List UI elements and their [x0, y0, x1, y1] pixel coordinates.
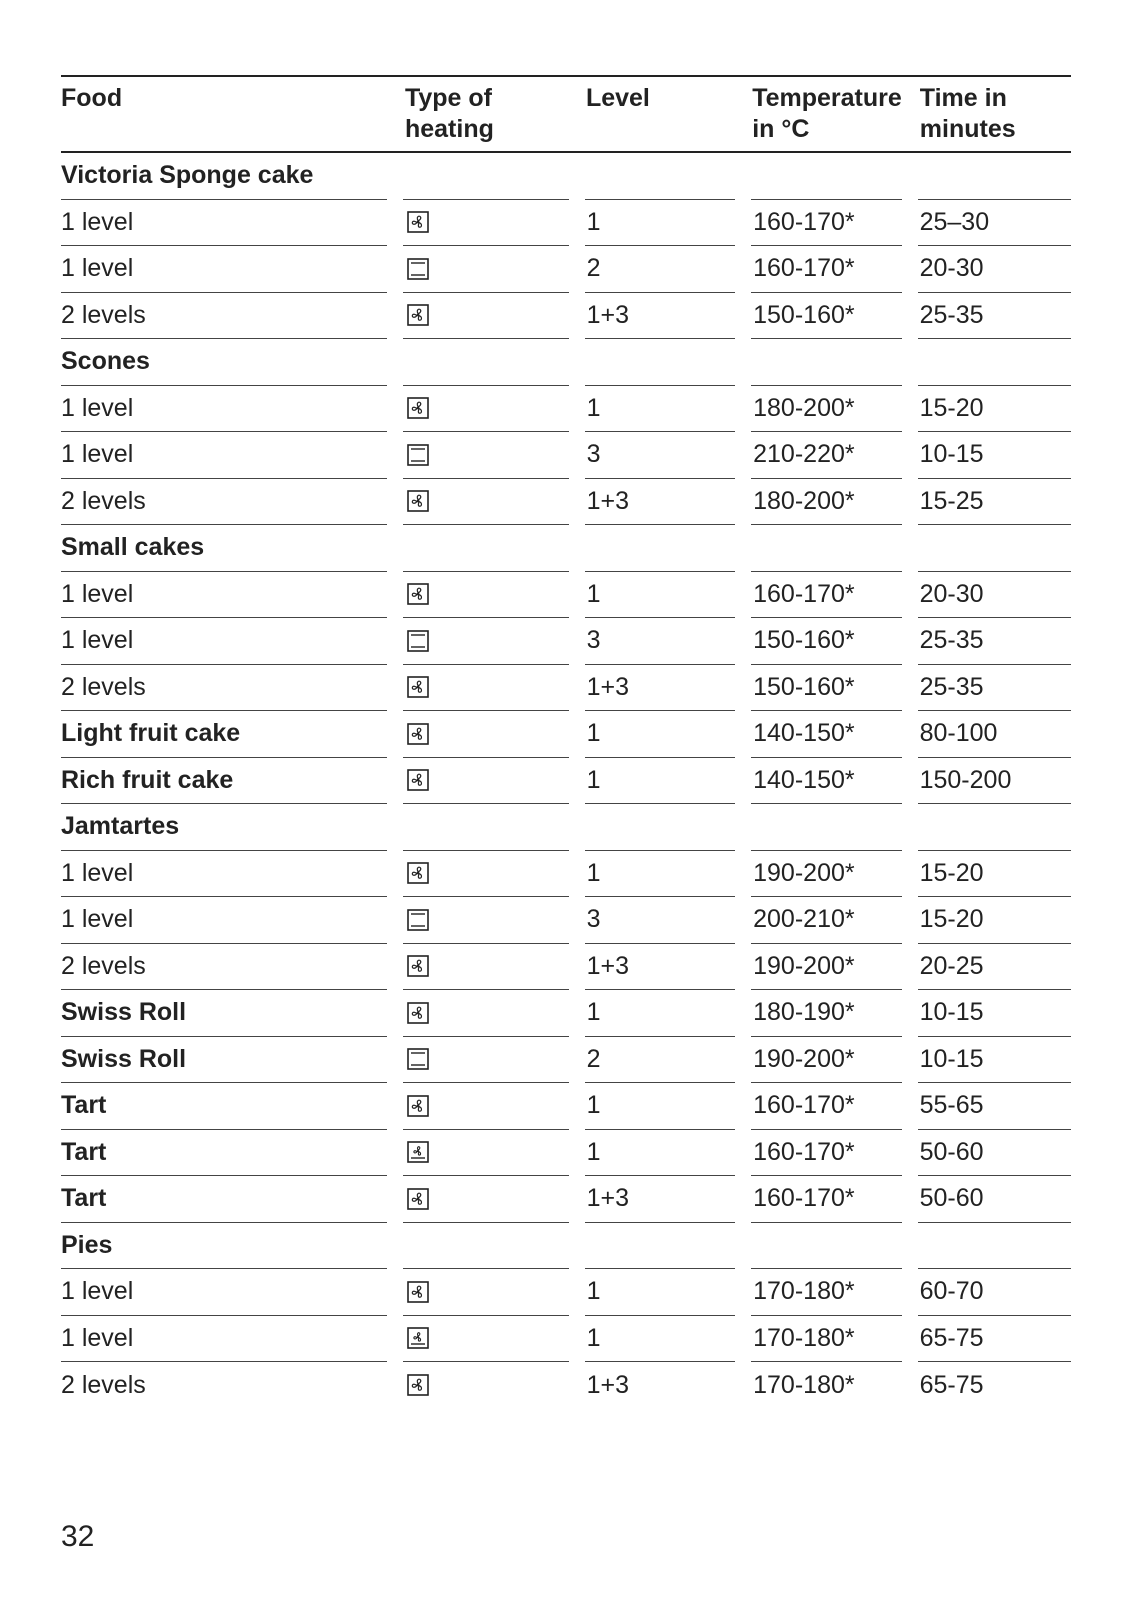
level-cell: 1 — [585, 1316, 735, 1363]
empty-cell — [918, 804, 1071, 851]
table-row — [61, 851, 1071, 898]
level-cell: 2 — [585, 246, 735, 293]
hot-air-icon — [407, 211, 429, 233]
empty-cell — [918, 153, 1071, 200]
time-cell: 15-20 — [918, 386, 1071, 433]
level-cell: 1 — [585, 1083, 735, 1130]
header-time-line1: Time in — [919, 84, 1007, 112]
baking-table — [61, 75, 1071, 1409]
temperature-cell: 150-160* — [751, 618, 901, 665]
empty-cell — [585, 525, 735, 572]
time-cell: 150-200 — [918, 758, 1071, 805]
top-bottom-heat-icon — [407, 630, 429, 652]
time-cell: 10-15 — [918, 432, 1071, 479]
heating-cell — [403, 711, 568, 758]
empty-cell — [751, 339, 901, 386]
table-row — [61, 1083, 1071, 1130]
table-header — [61, 77, 1071, 153]
temperature-cell: 160-170* — [751, 1176, 901, 1223]
top-bottom-heat-icon — [407, 444, 429, 466]
temperature-cell: 150-160* — [751, 293, 901, 340]
temperature-cell: 160-170* — [751, 200, 901, 247]
section-row — [61, 153, 1071, 200]
empty-cell — [403, 525, 568, 572]
temperature-cell: 140-150* — [751, 758, 901, 805]
hot-air-icon — [407, 1002, 429, 1024]
level-cell: 1+3 — [585, 1176, 735, 1223]
heating-cell — [403, 432, 568, 479]
heating-cell — [403, 1130, 568, 1177]
header-food: Food — [61, 84, 123, 112]
time-cell: 20-25 — [918, 944, 1071, 991]
hot-air-icon — [407, 1281, 429, 1303]
level-cell: 3 — [585, 618, 735, 665]
section-title: Scones — [61, 339, 387, 386]
table-row — [61, 1037, 1071, 1084]
heating-cell — [403, 1269, 568, 1316]
level-cell: 3 — [585, 432, 735, 479]
temperature-cell: 170-180* — [751, 1316, 901, 1363]
food-cell: Light fruit cake — [61, 711, 387, 758]
empty-cell — [918, 525, 1071, 572]
temperature-cell: 170-180* — [751, 1269, 901, 1316]
empty-cell — [751, 153, 901, 200]
heating-cell — [403, 897, 568, 944]
hot-air-icon — [407, 723, 429, 745]
heating-cell — [403, 851, 568, 898]
hot-air-icon — [407, 862, 429, 884]
hot-air-icon — [407, 955, 429, 977]
temperature-cell: 160-170* — [751, 1130, 901, 1177]
table-row — [61, 758, 1071, 805]
heating-cell — [403, 200, 568, 247]
section-row — [61, 525, 1071, 572]
header-heating-line1: Type of — [404, 84, 493, 112]
food-cell: Tart — [61, 1176, 387, 1223]
page-number: 32 — [61, 1520, 95, 1553]
temperature-cell: 160-170* — [751, 1083, 901, 1130]
temperature-cell: 140-150* — [751, 711, 901, 758]
heating-cell — [403, 1083, 568, 1130]
level-cell: 1+3 — [585, 293, 735, 340]
empty-cell — [585, 1223, 735, 1270]
top-bottom-heat-icon — [407, 1048, 429, 1070]
time-cell: 25-35 — [918, 293, 1071, 340]
empty-cell — [751, 1223, 901, 1270]
level-cell: 1 — [585, 990, 735, 1037]
food-cell: Swiss Roll — [61, 1037, 387, 1084]
heating-cell — [403, 386, 568, 433]
section-row — [61, 339, 1071, 386]
top-bottom-heat-icon — [407, 258, 429, 280]
heating-cell — [403, 246, 568, 293]
empty-cell — [751, 525, 901, 572]
food-cell: Tart — [61, 1130, 387, 1177]
table-body — [61, 153, 1071, 1409]
level-cell: 1+3 — [585, 944, 735, 991]
level-cell: 1 — [585, 200, 735, 247]
food-cell: 2 levels — [61, 944, 387, 991]
level-cell: 1+3 — [585, 665, 735, 712]
section-row — [61, 1223, 1071, 1270]
table-row — [61, 432, 1071, 479]
level-cell: 1 — [585, 572, 735, 619]
time-cell: 80-100 — [918, 711, 1071, 758]
level-cell: 1 — [585, 1130, 735, 1177]
empty-cell — [751, 804, 901, 851]
heating-cell — [403, 990, 568, 1037]
time-cell: 25-35 — [918, 618, 1071, 665]
time-cell: 50-60 — [918, 1130, 1071, 1177]
hot-air-icon — [407, 676, 429, 698]
food-cell: 2 levels — [61, 293, 387, 340]
hot-air-icon — [407, 769, 429, 791]
temperature-cell: 170-180* — [753, 1370, 855, 1399]
hot-air-icon — [407, 304, 429, 326]
time-cell: 15-20 — [918, 897, 1071, 944]
level-cell: 1+3 — [585, 479, 735, 526]
table-row — [61, 897, 1071, 944]
level-cell: 1 — [585, 758, 735, 805]
header-time — [918, 77, 1071, 151]
pizza-setting-icon — [407, 1141, 429, 1163]
level-cell: 2 — [585, 1037, 735, 1084]
food-cell: 2 levels — [61, 1370, 146, 1399]
header-heating-line2: heating — [404, 115, 494, 143]
heating-cell — [403, 944, 568, 991]
level-cell: 1 — [585, 711, 735, 758]
section-title: Small cakes — [61, 525, 387, 572]
temperature-cell: 180-200* — [751, 479, 901, 526]
table-row — [61, 990, 1071, 1037]
food-cell: 2 levels — [61, 665, 387, 712]
empty-cell — [403, 1223, 568, 1270]
heating-cell — [403, 1037, 568, 1084]
heating-cell — [403, 479, 568, 526]
empty-cell — [403, 804, 568, 851]
level-cell: 1 — [585, 386, 735, 433]
header-heating — [403, 77, 568, 151]
table-row — [61, 1269, 1071, 1316]
level-cell: 1+3 — [586, 1370, 630, 1399]
hot-air-icon — [407, 1374, 429, 1396]
section-title: Jamtartes — [61, 804, 387, 851]
time-cell: 25–30 — [918, 200, 1071, 247]
heating-cell — [403, 572, 568, 619]
time-cell: 20-30 — [918, 572, 1071, 619]
level-cell: 1 — [585, 1269, 735, 1316]
section-title: Victoria Sponge cake — [61, 153, 387, 200]
heating-cell — [403, 758, 568, 805]
temperature-cell: 190-200* — [751, 851, 901, 898]
time-cell: 10-15 — [918, 990, 1071, 1037]
table-row — [61, 665, 1071, 712]
table-row — [61, 200, 1071, 247]
header-level: Level — [585, 84, 650, 112]
temperature-cell: 210-220* — [751, 432, 901, 479]
temperature-cell: 190-200* — [751, 1037, 901, 1084]
time-cell: 65-75 — [918, 1316, 1071, 1363]
time-cell: 50-60 — [918, 1176, 1071, 1223]
table-row — [61, 293, 1071, 340]
temperature-cell: 190-200* — [751, 944, 901, 991]
food-cell: 1 level — [61, 572, 387, 619]
table-row — [61, 1316, 1071, 1363]
empty-cell — [585, 804, 735, 851]
temperature-cell: 200-210* — [751, 897, 901, 944]
table-row — [61, 711, 1071, 758]
heating-cell — [403, 293, 568, 340]
food-cell: 1 level — [61, 386, 387, 433]
time-cell: 20-30 — [918, 246, 1071, 293]
heating-cell — [403, 1316, 568, 1363]
food-cell: 1 level — [61, 1316, 387, 1363]
temperature-cell: 160-170* — [751, 246, 901, 293]
table-row — [61, 618, 1071, 665]
food-cell: 2 levels — [61, 479, 387, 526]
header-temperature-line2: in °C — [752, 115, 810, 143]
time-cell: 55-65 — [918, 1083, 1071, 1130]
table-row — [61, 1362, 1071, 1409]
food-cell: 1 level — [61, 1269, 387, 1316]
heating-cell — [403, 618, 568, 665]
food-cell: 1 level — [61, 851, 387, 898]
hot-air-icon — [407, 490, 429, 512]
food-cell: Rich fruit cake — [61, 758, 387, 805]
temperature-cell: 180-200* — [751, 386, 901, 433]
empty-cell — [918, 1223, 1071, 1270]
table-row — [61, 386, 1071, 433]
temperature-cell: 180-190* — [751, 990, 901, 1037]
temperature-cell: 160-170* — [751, 572, 901, 619]
table-row — [61, 572, 1071, 619]
hot-air-icon — [407, 1188, 429, 1210]
food-cell: 1 level — [61, 246, 387, 293]
heating-cell — [403, 665, 568, 712]
table-row — [61, 1130, 1071, 1177]
empty-cell — [403, 153, 568, 200]
food-cell: 1 level — [61, 897, 387, 944]
table-row — [61, 944, 1071, 991]
heating-cell — [403, 1176, 568, 1223]
empty-cell — [918, 339, 1071, 386]
empty-cell — [585, 153, 735, 200]
header-time-line2: minutes — [919, 115, 1016, 143]
food-cell: 1 level — [61, 432, 387, 479]
hot-air-icon — [407, 1095, 429, 1117]
time-cell: 60-70 — [918, 1269, 1071, 1316]
time-cell: 65-75 — [919, 1370, 984, 1399]
empty-cell — [403, 339, 568, 386]
empty-cell — [585, 339, 735, 386]
table-row — [61, 246, 1071, 293]
time-cell: 15-25 — [918, 479, 1071, 526]
hot-air-icon — [407, 397, 429, 419]
section-row — [61, 804, 1071, 851]
header-temperature-line1: Temperature — [752, 84, 902, 112]
food-cell: Swiss Roll — [61, 990, 387, 1037]
food-cell: Tart — [61, 1083, 387, 1130]
top-bottom-heat-icon — [407, 909, 429, 931]
section-title: Pies — [61, 1223, 387, 1270]
food-cell: 1 level — [61, 200, 387, 247]
time-cell: 15-20 — [918, 851, 1071, 898]
table-row — [61, 1176, 1071, 1223]
time-cell: 25-35 — [918, 665, 1071, 712]
level-cell: 1 — [585, 851, 735, 898]
temperature-cell: 150-160* — [751, 665, 901, 712]
heating-cell — [403, 1362, 568, 1409]
food-cell: 1 level — [61, 618, 387, 665]
header-temperature — [750, 77, 902, 151]
table-row — [61, 479, 1071, 526]
level-cell: 3 — [585, 897, 735, 944]
hot-air-icon — [407, 583, 429, 605]
time-cell: 10-15 — [918, 1037, 1071, 1084]
pizza-setting-icon — [407, 1327, 429, 1349]
